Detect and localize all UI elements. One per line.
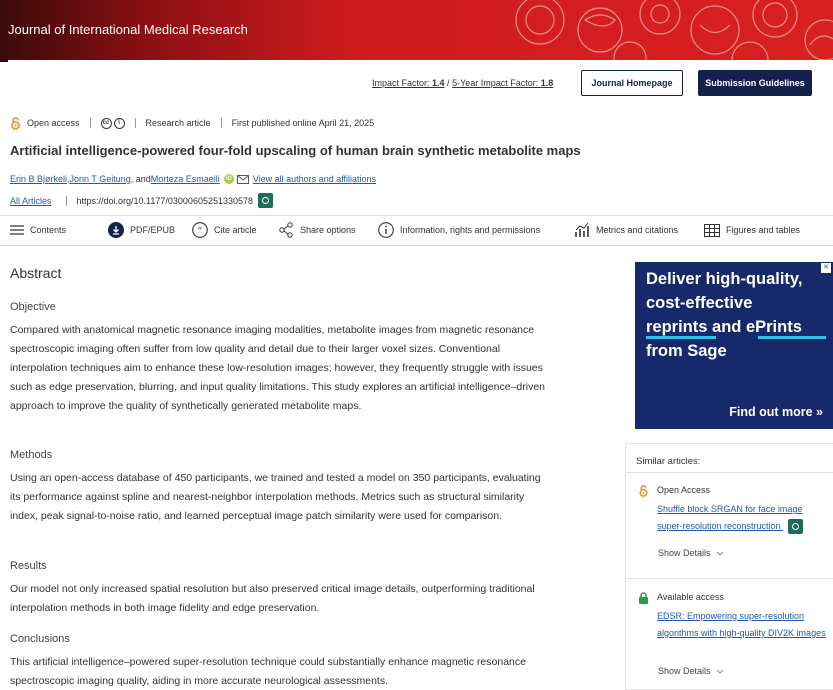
access-label: Open access [27,118,80,128]
divider [221,118,222,128]
view-all-authors-link[interactable]: View all authors and affiliations [252,174,377,184]
article-meta [10,116,374,130]
similar-article-link[interactable]: Shuffle block SRGAN for face image super-resolution reconstruction [657,501,827,535]
svg-text:“: “ [197,226,203,237]
ad-line: from Sage [646,342,727,360]
ad-line: cost-effective [646,294,753,312]
table-icon [704,224,720,237]
contents-button[interactable]: Contents [10,221,66,239]
author-link[interactable]: Erin B Bjørkeli [10,174,68,184]
doi-link[interactable]: https://doi.org/10.1177/03000605251330578 [76,195,254,206]
information-button[interactable]: Information, rights and permissions [378,221,540,239]
ad-line: reprints and ePrints [646,318,802,336]
ad-line: Deliver high-quality, [646,270,803,288]
quote-icon [192,222,208,238]
author-link[interactable]: Morteza Esmaeili [150,174,220,184]
access-label: Available access [657,592,724,602]
divider [625,578,833,579]
results-text: Our model not only increased spatial resolution but also preserved critical image details, outperforming traditional interpolation methods in both image fidelity and edge preservation. [10,583,535,614]
metrics-button[interactable]: Metrics and citations [574,221,678,239]
journal-homepage-button[interactable]: Journal Homepage [581,70,683,96]
metrics-icon [574,222,590,238]
divider [90,118,91,128]
ad-underline [646,336,716,339]
reprints-advertisement[interactable] [635,262,833,429]
author-list: Erin B Bjørkeli , Jonn T Geitung , and Morteza Esmaeili iD View all authors and affiliations [10,174,377,184]
methods-text: Using an open-access database of 450 participants, we trained and tested a model on 350 participants, evaluating its performance against spline and nearest-neighbor interpolation methods. Metrics such as structural similarity index, peak signal-to-noise ratio, and learned perceptual image patch similarity were used for comparison. [10,472,541,522]
journal-name[interactable]: Journal of International Medical Research [8,22,248,37]
ad-choices-icon[interactable]: ✕ [821,263,831,273]
double-chevron-right-icon: » [816,405,823,419]
submission-guidelines-button[interactable]: Submission Guidelines [698,70,812,96]
anatomy-illustration [500,0,833,62]
article-title: Artificial intelligence-powered four-fold upscaling of human brain synthetic metabolite maps [10,143,581,158]
license-icons[interactable] [101,118,125,129]
article-type: Research article [145,118,211,128]
objective-text: Compared with anatomical magnetic resonance imaging modalities, metabolite images from magnetic resonance spectroscopic imaging often suffer from low quality and detail due to their larger voxel sizes. Conventional interpolation techniques aim to enhance these low-resolution images; however, they frequently struggle with issues such as edge preservation, blurring, and input quality limitations. This study explores an artificial intelligence–driven approach to improve the quality of synthetically generated metabolite maps. [10,324,546,412]
journal-banner [0,0,833,62]
abstract-heading: Abstract [10,265,62,281]
cite-article-button[interactable]: “ Cite article [192,221,257,239]
by-icon: i [114,118,125,129]
all-articles-link[interactable]: All Articles [10,195,52,206]
publish-date: First published online April 21, 2025 [231,118,375,128]
toolbar-divider [0,215,833,216]
methods-heading: Methods [10,449,53,461]
download-icon [108,222,124,238]
cc-icon: cc [101,118,112,129]
chevron-down-icon [716,669,724,674]
open-access-icon [10,117,21,130]
divider [66,196,67,206]
show-details-button[interactable]: Show Details [658,666,724,676]
mail-icon[interactable] [237,175,249,184]
similar-articles-heading: Similar articles: [636,456,701,467]
chevron-down-icon [716,551,724,556]
figures-tables-button[interactable]: Figures and tables [704,221,800,239]
orcid-icon[interactable]: iD [225,176,232,182]
impact-factor: Impact Factor: 1.4 / 5-Year Impact Factor: 1.8 [372,78,554,88]
menu-icon [10,225,24,235]
pdf-epub-button[interactable]: PDF/EPUB [108,221,175,239]
find-out-more-link[interactable]: Find out more » [729,405,823,419]
ad-underline [758,336,826,339]
show-details-button[interactable]: Show Details [658,548,724,558]
conclusions-text: This artificial intelligence–powered super-resolution technique could substantially enhance magnetic resonance spectroscopic imaging quality, aiding in more accurate neurological assessments. [10,656,526,687]
results-heading: Results [10,560,47,572]
info-icon [378,222,394,238]
share-icon [278,222,294,238]
access-label: Open Access [657,485,711,495]
conclusions-heading: Conclusions [10,633,70,645]
crossmark-icon[interactable] [788,519,803,534]
toolbar-divider [0,245,833,246]
share-options-button[interactable]: Share options [278,221,356,239]
author-link[interactable]: Jonn T Geitung [69,174,131,184]
similar-article-link[interactable]: EDSR: Empowering super-resolution algorithms with high-quality DIV2K images [657,611,826,638]
objective-heading: Objective [10,301,56,313]
crossmark-icon[interactable] [258,193,273,208]
divider [135,118,136,128]
similar-articles-panel [625,443,833,690]
divider [625,472,833,473]
doi-row [10,193,273,208]
open-access-icon [638,485,649,497]
lock-icon [638,592,649,604]
